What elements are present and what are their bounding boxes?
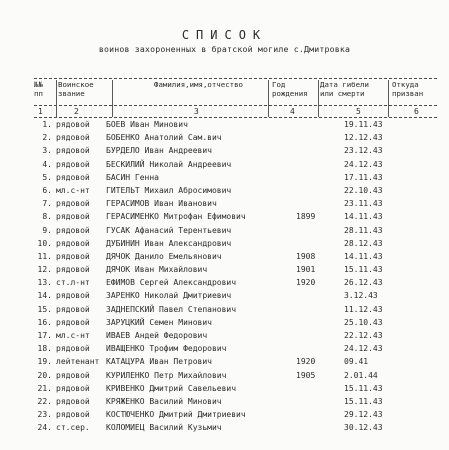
row-death-date: 23.12.43 [344, 146, 383, 156]
row-death-date: 15.11.43 [344, 265, 383, 275]
header-num: №№ пп [34, 80, 43, 98]
row-birth-year: 1899 [296, 212, 316, 222]
column-divider [112, 80, 113, 117]
row-rank: лейтенант [56, 357, 100, 367]
row-name: КРИВЕНКО Дмитрий Савельевич [106, 383, 237, 393]
row-death-date: 28.11.43 [344, 225, 383, 235]
row-name: БЕСКИЛИЙ Николай Андреевич [106, 159, 232, 169]
row-death-date: 22.12.43 [344, 331, 383, 340]
row-death-date: 12.12.43 [344, 133, 383, 143]
row-name: ИВАЕВ Андей Федорович [106, 331, 208, 340]
table-row [34, 250, 437, 263]
table-row [34, 316, 437, 329]
row-number: 8. [42, 212, 52, 222]
table-row [34, 224, 437, 237]
row-rank: мл.с-нт [56, 185, 90, 195]
table-row [34, 237, 437, 250]
column-divider [388, 80, 389, 117]
header-origin: Откуда призван [392, 80, 424, 98]
table-row [34, 329, 437, 342]
row-rank: рядовой [56, 238, 90, 248]
row-death-date: 24.12.43 [344, 344, 383, 354]
row-death-date: 15.11.43 [344, 396, 383, 406]
colnum-4: 4 [290, 107, 295, 116]
row-death-date: 17.11.43 [344, 172, 383, 182]
document-subtitle: воинов захороненных в братской могиле с.Дмитровка [98, 44, 351, 54]
table-row [34, 355, 437, 368]
colnum-2: 2 [74, 107, 79, 116]
row-name: ДЯЧОК Иван Михайлович [106, 265, 208, 275]
row-number: 4. [42, 159, 52, 169]
row-death-date: 28.12.43 [344, 238, 383, 248]
row-name: ИВАЩЕНКО Трофим Федорович [106, 344, 227, 354]
column-divider [56, 80, 57, 117]
row-rank: рядовой [56, 120, 90, 129]
row-name: КОСТЮЧЕНКО Дмитрий Дмитриевич [106, 410, 246, 420]
row-rank: рядовой [56, 199, 90, 209]
table-row [34, 210, 437, 223]
row-number: 15. [37, 304, 52, 314]
table-row [34, 184, 437, 197]
row-number: 20. [37, 370, 52, 380]
row-rank: рядовой [56, 304, 90, 314]
row-rank: ст.сер. [56, 423, 90, 433]
row-name: БОБЕНКО Анатолий Сам.вич [106, 133, 222, 143]
row-death-date: 19.11.43 [344, 120, 383, 129]
row-rank: рядовой [56, 225, 90, 235]
row-rank: рядовой [56, 212, 90, 222]
row-death-date: 14.11.43 [344, 251, 383, 261]
row-birth-year: 1920 [296, 278, 316, 288]
row-number: 21. [37, 383, 52, 393]
row-number: 19. [37, 357, 52, 367]
row-number: 9. [42, 225, 52, 235]
table-row [34, 131, 437, 144]
row-death-date: 11.12.43 [344, 304, 383, 314]
table-row [34, 382, 437, 395]
row-number: 16. [37, 317, 52, 327]
table-row [34, 158, 437, 171]
row-number: 6. [42, 185, 52, 195]
row-death-date: 24.12.43 [344, 159, 383, 169]
row-birth-year: 1901 [296, 265, 316, 275]
header-name: Фамилия,имя,отчество [154, 80, 243, 89]
row-name: КРЯЖЕНКО Василий Минович [106, 396, 222, 406]
row-number: 13. [37, 278, 52, 288]
row-rank: рядовой [56, 172, 90, 182]
row-rank: ст.л-нт [56, 278, 90, 288]
row-name: КАТАЦУРА Иван Петрович [106, 357, 212, 367]
colnum-1: 1 [38, 107, 43, 116]
row-number: 2. [42, 133, 52, 143]
row-name: ЗАРУЦКИЙ Семен Минович [106, 317, 212, 327]
row-death-date: 14.11.43 [344, 212, 383, 222]
row-death-date: 22.10.43 [344, 185, 383, 195]
row-rank: рядовой [56, 344, 90, 354]
row-number: 1. [42, 120, 52, 129]
table-row [34, 118, 437, 131]
row-name: ЗАРЕНКО Николай Дмитриевич [106, 291, 232, 301]
row-name: КУРИЛЕНКО Петр Михайлович [106, 370, 227, 380]
column-divider [268, 80, 269, 117]
row-number: 24. [37, 423, 52, 433]
row-rank: рядовой [56, 133, 90, 143]
row-number: 18. [37, 344, 52, 354]
table-row [34, 342, 437, 355]
header-rank: Воинское звание [58, 80, 94, 98]
row-death-date: 23.11.43 [344, 199, 383, 209]
column-divider [318, 80, 319, 117]
table-row [34, 197, 437, 210]
row-death-date: 26.12.43 [344, 278, 383, 288]
row-birth-year: 1908 [296, 251, 316, 261]
row-number: 22. [37, 396, 52, 406]
row-name: ДЯЧОК Данило Емельянович [106, 251, 222, 261]
row-name: ДУБИНИН Иван Александрович [106, 238, 232, 248]
row-number: 12. [37, 265, 52, 275]
table-row [34, 408, 437, 421]
table-row [34, 289, 437, 302]
table-row [34, 171, 437, 184]
row-name: БАСИН Генна [106, 172, 159, 182]
column-numbers-row [34, 107, 437, 117]
row-number: 14. [37, 291, 52, 301]
document-title: СПИСОК [181, 28, 268, 42]
row-name: БУРДЕЛО Иван Андреевич [106, 146, 212, 156]
table-row [34, 369, 437, 382]
colnum-5: 5 [356, 107, 361, 116]
row-birth-year: 1905 [296, 370, 316, 380]
colnum-3: 3 [194, 107, 199, 116]
row-number: 3. [42, 146, 52, 156]
row-rank: рядовой [56, 410, 90, 420]
row-death-date: 30.12.43 [344, 423, 383, 433]
row-rank: рядовой [56, 370, 90, 380]
row-death-date: 29.12.43 [344, 410, 383, 420]
table-top-rule [34, 78, 437, 79]
row-name: ГЕРАСИМОВ Иван Иванович [106, 199, 217, 209]
table-row [34, 395, 437, 408]
colnum-6: 6 [414, 107, 419, 116]
row-name: БОЕВ Иван Минович [106, 120, 188, 129]
row-rank: рядовой [56, 291, 90, 301]
row-birth-year: 1920 [296, 357, 316, 367]
row-rank: рядовой [56, 251, 90, 261]
row-number: 11. [37, 251, 52, 261]
row-death-date: 09.41 [344, 357, 369, 367]
row-number: 10. [37, 238, 52, 248]
row-number: 7. [42, 199, 52, 209]
header-year: Год рождения [272, 80, 308, 98]
row-name: ГИТЕЛЬТ Михаил Абросимович [106, 185, 232, 195]
row-number: 17. [37, 331, 52, 340]
row-name: ГЕРАСИМЕНКО Митрофан Ефимович [106, 212, 246, 222]
row-rank: рядовой [56, 317, 90, 327]
table-row [34, 263, 437, 276]
table-header-rule [34, 105, 437, 106]
table-row [34, 421, 437, 434]
row-rank: рядовой [56, 159, 90, 169]
row-rank: рядовой [56, 383, 90, 393]
row-number: 5. [42, 172, 52, 182]
row-number: 23. [37, 410, 52, 420]
table-header [34, 80, 437, 104]
row-name: ГУСАК Афанасий Терентьевич [106, 225, 232, 235]
header-date: Дата гибели или смерти [320, 80, 369, 98]
row-rank: мл.с-нт [56, 331, 90, 340]
row-rank: рядовой [56, 265, 90, 275]
table-row [34, 303, 437, 316]
row-name: ЗАДНЕПСКИЙ Павел Степанович [106, 304, 237, 314]
table-row [34, 276, 437, 289]
row-death-date: 2.01.44 [344, 370, 378, 380]
row-death-date: 15.11.43 [344, 383, 383, 393]
row-death-date: 3.12.43 [344, 291, 378, 301]
row-rank: рядовой [56, 146, 90, 156]
row-name: ЕФИМОВ Сергей Александрович [106, 278, 237, 288]
row-rank: рядовой [56, 396, 90, 406]
table-body [34, 118, 437, 435]
row-name: КОЛОМИЕЦ Василий Кузьмич [106, 423, 222, 433]
row-death-date: 25.10.43 [344, 317, 383, 327]
table-row [34, 144, 437, 157]
